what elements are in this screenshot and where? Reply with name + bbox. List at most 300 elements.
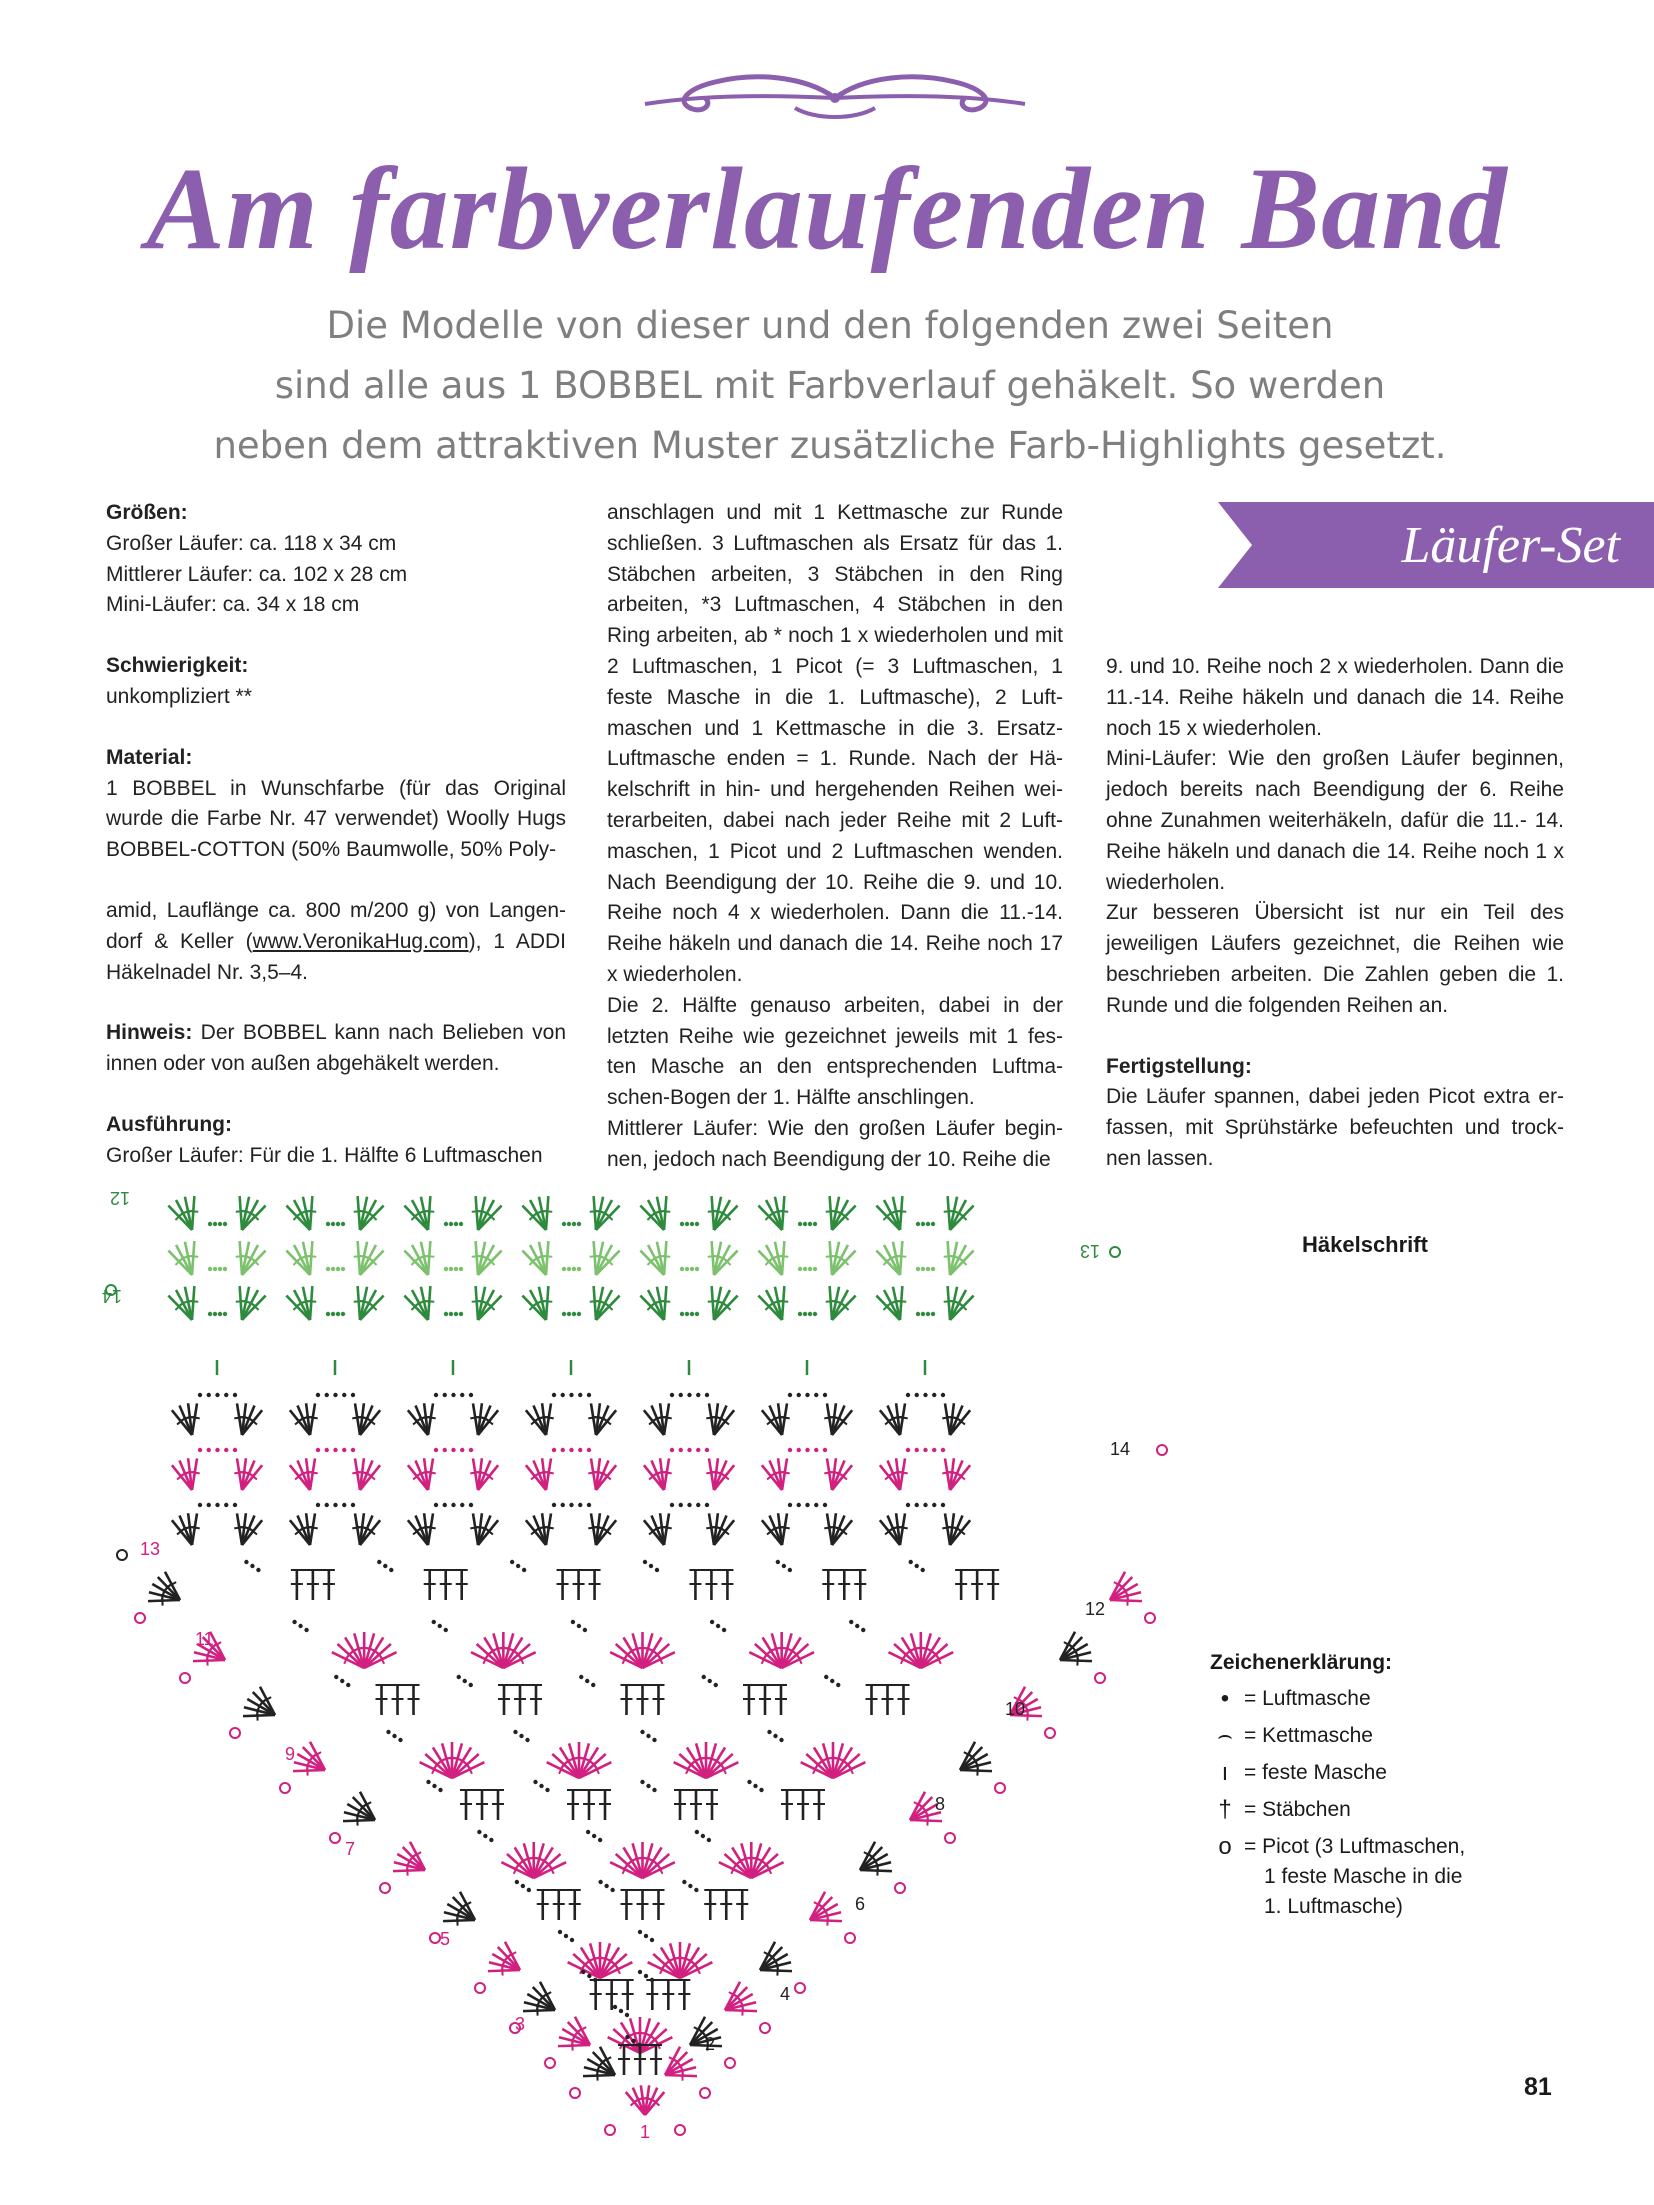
chain-stitch <box>798 1312 802 1316</box>
picot <box>945 1833 955 1843</box>
chain-stitch <box>316 1503 320 1507</box>
chain-stitch <box>610 1888 614 1892</box>
stitch-fan <box>286 1196 316 1230</box>
instructions-para: 9. und 10. Reihe noch 2 x wiederholen. Dann die 11.-14. Reihe häkeln und danach die 14. Reihe noch 15 x wiederholen. <box>1106 655 1564 740</box>
stitch-fan <box>501 1842 566 1878</box>
chain-stitch <box>701 1834 705 1838</box>
chain-stitch <box>316 1448 320 1452</box>
chain-stitch <box>341 1312 345 1316</box>
chain-stitch <box>198 1448 202 1452</box>
stitch-fan <box>749 1632 814 1668</box>
chain-stitch <box>921 1312 925 1316</box>
chain-stitch <box>579 1675 583 1679</box>
chain-stitch <box>808 1312 812 1316</box>
chain-stitch <box>292 1620 296 1624</box>
chain-stitch <box>915 1503 919 1507</box>
chain-stitch <box>469 1448 473 1452</box>
chain-stitch <box>759 1788 763 1792</box>
chain-stitch <box>457 1675 461 1679</box>
stitch-fan <box>640 1196 670 1230</box>
chain-stitch <box>638 1930 642 1934</box>
chain-stitch <box>679 1503 683 1507</box>
chain-stitch <box>454 1312 458 1316</box>
chain-stitch <box>244 1560 248 1564</box>
chain-stitch <box>690 1312 694 1316</box>
stitch-fan <box>826 1196 856 1230</box>
chain-stitch <box>460 1503 464 1507</box>
chain-stitch <box>325 1448 329 1452</box>
stitch-fan <box>644 1403 672 1435</box>
chain-stitch <box>695 1222 699 1226</box>
chain-stitch <box>773 1734 777 1738</box>
row-number: 13 <box>1079 1241 1100 1261</box>
chain-stitch <box>593 1978 597 1982</box>
chain-stitch <box>591 1683 595 1687</box>
chain-stitch <box>923 1448 927 1452</box>
chain-stitch <box>598 1838 602 1842</box>
picot <box>280 1783 290 1793</box>
stitch-fan <box>290 1403 318 1435</box>
chain-stitch <box>383 1564 387 1568</box>
edge-fan <box>293 1742 325 1776</box>
stitch-fan <box>758 1196 788 1230</box>
chain-stitch <box>803 1267 807 1271</box>
chain-stitch <box>690 1222 694 1226</box>
picot <box>605 2125 615 2135</box>
chain-stitch <box>923 1393 927 1397</box>
intro-line: Die Modelle von dieser und den folgenden zwei Seiten <box>326 304 1334 347</box>
row-number: 10 <box>1005 1699 1026 1719</box>
picot <box>475 1983 485 1993</box>
instructions-para: Mittlerer Läufer: Wie den großen Läufer begin-nen, jedoch nach Beendigung der 10. Reihe die <box>607 1116 1063 1171</box>
stitch-fan <box>172 1513 200 1545</box>
chain-stitch <box>586 1830 590 1834</box>
chain-stitch <box>233 1503 237 1507</box>
chain-stitch <box>583 1628 587 1632</box>
row-number: 3 <box>515 2014 526 2034</box>
stitch-fan <box>236 1286 266 1320</box>
picot <box>760 2023 770 2033</box>
stitch-fan <box>640 1241 670 1275</box>
instructions-heading: Ausführung: <box>106 1112 232 1136</box>
chain-stitch <box>921 1222 925 1226</box>
chain-stitch <box>483 1834 487 1838</box>
chain-stitch <box>336 1312 340 1316</box>
stitch-fan <box>354 1286 384 1320</box>
chain-stitch <box>326 1222 330 1226</box>
stitch-fan <box>404 1196 434 1230</box>
chain-stitch <box>640 1730 644 1734</box>
chain-stitch <box>813 1222 817 1226</box>
chain-stitch <box>432 1784 436 1788</box>
chain-stitch <box>931 1222 935 1226</box>
chain-stitch <box>577 1624 581 1628</box>
legend-item: o = Picot (3 Luftmaschen, 1 feste Masche in die 1. Luftmasche) <box>1210 1832 1465 1922</box>
row-number: 1 <box>640 2122 651 2142</box>
chain-stitch <box>325 1503 329 1507</box>
row-number: 13 <box>140 1539 161 1559</box>
chain-stitch <box>585 1679 589 1683</box>
chain-stitch <box>513 1730 517 1734</box>
stitch-fan <box>522 1286 552 1320</box>
legend-title: Zeichenerklärung: <box>1210 1651 1393 1674</box>
chain-stitch <box>932 1448 936 1452</box>
chain-stitch <box>564 1934 568 1938</box>
chain-stitch <box>803 1222 807 1226</box>
intro-text <box>140 296 1520 476</box>
chain-stitch <box>587 1448 591 1452</box>
chain-stitch <box>552 1393 556 1397</box>
instructions-text: Großer Läufer: Für die 1. Hälfte 6 Luftmaschen <box>106 1143 543 1167</box>
edge-fan <box>523 1982 555 2016</box>
chain-stitch <box>434 1503 438 1507</box>
chain-stitch <box>346 1683 350 1687</box>
chain-stitch <box>685 1267 689 1271</box>
finishing-heading: Fertigstellung: <box>1106 1054 1252 1078</box>
chain-stitch <box>578 1448 582 1452</box>
intro-line: neben dem attraktiven Muster zusätzliche Farb-Highlights gesetzt. <box>213 424 1447 467</box>
chain-stitch <box>577 1267 581 1271</box>
chain-stitch <box>233 1393 237 1397</box>
chain-stitch <box>215 1503 219 1507</box>
chain-stitch <box>561 1448 565 1452</box>
chain-stitch <box>443 1393 447 1397</box>
picot <box>895 1883 905 1893</box>
chain-stitch <box>578 1393 582 1397</box>
picot <box>545 2058 555 2068</box>
chain-stitch <box>454 1222 458 1226</box>
chain-stitch <box>336 1267 340 1271</box>
chain-stitch <box>836 1683 840 1687</box>
stitch-fan <box>408 1513 436 1545</box>
row-number: 8 <box>935 1794 946 1814</box>
chain-stitch <box>469 1393 473 1397</box>
chain-stitch <box>341 1222 345 1226</box>
stitch-fan <box>610 1842 675 1878</box>
chain-stitch <box>685 1222 689 1226</box>
chain-stitch <box>695 1312 699 1316</box>
picot <box>1095 1673 1105 1683</box>
stitch-fan <box>942 1513 970 1545</box>
stitch-fan <box>826 1241 856 1275</box>
chain-stitch <box>694 1888 698 1892</box>
chain-stitch <box>797 1448 801 1452</box>
chain-stitch <box>670 1503 674 1507</box>
chain-stitch <box>679 1448 683 1452</box>
chain-stitch <box>753 1784 757 1788</box>
chain-stitch <box>223 1222 227 1226</box>
double-crochet-icon: † <box>1218 1796 1232 1823</box>
groessen-heading: Größen: <box>106 501 188 524</box>
column-1 <box>106 498 566 1172</box>
chain-stitch <box>941 1448 945 1452</box>
chain-stitch <box>539 1784 543 1788</box>
chain-stitch <box>788 1503 792 1507</box>
chain-stitch <box>650 1938 654 1942</box>
chain-stitch <box>823 1503 827 1507</box>
edge-fan <box>393 1842 425 1876</box>
chain-stitch <box>233 1448 237 1452</box>
chain-stitch <box>392 1734 396 1738</box>
edge-fan <box>443 1892 475 1926</box>
stitch-fan <box>942 1458 970 1490</box>
chain-stitch <box>570 1938 574 1942</box>
stitch-fan <box>706 1513 734 1545</box>
stitch-fan <box>408 1458 436 1490</box>
chain-stitch <box>333 1393 337 1397</box>
chain-stitch <box>685 1312 689 1316</box>
chain-stitch <box>813 1267 817 1271</box>
row-number: 12 <box>1085 1599 1106 1619</box>
chain-stitch <box>926 1312 930 1316</box>
stitch-fan <box>526 1403 554 1435</box>
chain-stitch <box>782 1564 786 1568</box>
chain-stitch <box>680 1267 684 1271</box>
chain-stitch <box>389 1568 393 1572</box>
chain-stitch <box>250 1564 254 1568</box>
chain-stitch <box>855 1624 859 1628</box>
chain-stitch <box>434 1448 438 1452</box>
legend-item: • = Luftmasche <box>1210 1684 1465 1721</box>
stitch-fan <box>286 1241 316 1275</box>
chain-stitch <box>208 1222 212 1226</box>
stitch-fan <box>944 1196 974 1230</box>
stitch-fan <box>172 1403 200 1435</box>
chain-stitch <box>562 1222 566 1226</box>
chain-stitch <box>798 1222 802 1226</box>
chain-stitch <box>213 1312 217 1316</box>
website-link[interactable]: www.VeronikaHug.com <box>252 929 469 953</box>
chain-stitch-icon: • <box>1220 1685 1230 1712</box>
picot <box>180 1673 190 1683</box>
stitch-fan <box>168 1286 198 1320</box>
chain-stitch <box>640 1780 644 1784</box>
chain-stitch <box>926 1222 930 1226</box>
chain-stitch <box>213 1222 217 1226</box>
chain-stitch <box>572 1267 576 1271</box>
chain-stitch <box>572 1312 576 1316</box>
stitch-fan <box>408 1403 436 1435</box>
instructions-para: Die 2. Hälfte genauso arbeiten, dabei in der letzten Reihe wie gezeichnet jeweils mit 1 fes-ten Masche an den entsprechenden Luftma-schen-Bogen der 1. Hälfte anschlingen. <box>607 993 1063 1110</box>
chain-stitch <box>561 1393 565 1397</box>
chain-stitch <box>687 1393 691 1397</box>
chain-stitch <box>705 1503 709 1507</box>
chain-stitch <box>326 1267 330 1271</box>
stitch-fan <box>332 1632 397 1668</box>
chain-stitch <box>516 1564 520 1568</box>
edge-fan <box>558 2017 590 2051</box>
chain-stitch <box>788 1393 792 1397</box>
chain-stitch <box>451 1448 455 1452</box>
column-3 <box>1106 652 1564 1175</box>
picot <box>1145 1613 1155 1623</box>
stitch-fan <box>354 1241 384 1275</box>
chain-stitch <box>567 1312 571 1316</box>
chain-stitch <box>687 1448 691 1452</box>
stitch-fan <box>758 1286 788 1320</box>
slip-stitch-icon: ⌢ <box>1217 1722 1233 1749</box>
row-number: 14 <box>101 1286 122 1306</box>
chain-stitch <box>198 1393 202 1397</box>
chain-stitch <box>208 1267 212 1271</box>
finishing-text: Die Läufer spannen, dabei jeden Picot extra er-fassen, mit Sprühstärke befeuchten und trock-nen lassen. <box>1106 1085 1564 1170</box>
chain-stitch <box>571 1620 575 1624</box>
edge-fan <box>1060 1632 1092 1666</box>
chain-stitch <box>915 1393 919 1397</box>
chain-stitch <box>443 1448 447 1452</box>
row-number: 6 <box>855 1894 866 1914</box>
chain-stitch <box>702 1675 706 1679</box>
hint-text: Der BOBBEL kann nach Belieben von innen oder von außen abgehäkelt werden. <box>106 1021 566 1076</box>
chain-stitch <box>650 1978 654 1982</box>
chain-stitch <box>906 1503 910 1507</box>
chain-stitch <box>438 1788 442 1792</box>
chain-stitch <box>434 1393 438 1397</box>
chain-stitch <box>567 1267 571 1271</box>
chain-stitch <box>525 1738 529 1742</box>
stitch-fan <box>876 1286 906 1320</box>
crochet-chart <box>100 1170 1200 2142</box>
chain-stitch <box>695 1830 699 1834</box>
edge-fan <box>243 1687 275 1721</box>
chain-stitch <box>670 1448 674 1452</box>
chain-stitch <box>906 1448 910 1452</box>
stitch-fan <box>824 1458 852 1490</box>
chain-stitch <box>808 1267 812 1271</box>
chain-stitch <box>207 1393 211 1397</box>
chain-stitch <box>519 1734 523 1738</box>
chain-stitch <box>625 2035 629 2039</box>
stitch-fan <box>876 1241 906 1275</box>
chain-stitch <box>637 2043 641 2047</box>
chain-stitch <box>652 1788 656 1792</box>
picot <box>1157 1445 1167 1455</box>
chain-stitch <box>696 1393 700 1397</box>
chain-stitch <box>830 1679 834 1683</box>
picot <box>330 1833 340 1843</box>
chain-stitch <box>849 1620 853 1624</box>
chain-stitch <box>521 1884 525 1888</box>
row-number: 14 <box>1110 1439 1131 1459</box>
stitch-fan <box>944 1241 974 1275</box>
chain-stitch <box>224 1503 228 1507</box>
column-2 <box>607 498 1063 1176</box>
chain-stitch <box>569 1393 573 1397</box>
chain-stitch <box>604 1884 608 1888</box>
chain-stitch <box>710 1620 714 1624</box>
chain-stitch <box>443 1503 447 1507</box>
chain-stitch <box>909 1560 913 1564</box>
chain-stitch <box>613 2005 617 2009</box>
chain-stitch <box>707 1838 711 1842</box>
chain-stitch <box>649 1564 653 1568</box>
chain-stitch <box>779 1738 783 1742</box>
stitch-fan <box>826 1286 856 1320</box>
single-crochet-icon: ı <box>1221 1759 1229 1786</box>
chain-stitch <box>527 1888 531 1892</box>
stitch-fan <box>644 1458 672 1490</box>
stitch-fan <box>880 1513 908 1545</box>
stitch-fan <box>354 1196 384 1230</box>
chain-stitch <box>459 1312 463 1316</box>
stitch-fan <box>404 1241 434 1275</box>
stitch-fan <box>290 1458 318 1490</box>
chain-stitch <box>926 1267 930 1271</box>
instructions-para: Zur besseren Übersicht ist nur ein Teil des jeweiligen Läufers gezeichnet, die Reihen wie beschrieben arbeiten. Die Zahlen geben die 1. Runde und die folgenden Reihen an. <box>1106 901 1564 1017</box>
chain-stitch <box>788 1448 792 1452</box>
chain-stitch <box>444 1267 448 1271</box>
chain-stitch <box>342 1503 346 1507</box>
picot <box>725 2058 735 2068</box>
stitch-fan <box>470 1458 498 1490</box>
stitch-fan <box>172 1458 200 1490</box>
chain-stitch <box>776 1560 780 1564</box>
chain-stitch <box>577 1222 581 1226</box>
stitch-fan <box>880 1458 908 1490</box>
picot <box>570 2088 580 2098</box>
chain-stitch <box>331 1222 335 1226</box>
edge-fan <box>725 1982 757 2016</box>
chain-stitch <box>569 1503 573 1507</box>
chain-stitch <box>572 1222 576 1226</box>
stitch-fan <box>526 1458 554 1490</box>
chain-stitch <box>814 1448 818 1452</box>
row-number: 11 <box>195 1629 214 1649</box>
chain-stitch <box>444 1222 448 1226</box>
chain-stitch <box>463 1679 467 1683</box>
chain-stitch <box>643 1560 647 1564</box>
chain-stitch <box>915 1448 919 1452</box>
chain-stitch <box>298 1624 302 1628</box>
row-number: 9 <box>285 1744 296 1764</box>
chain-stitch <box>916 1222 920 1226</box>
size-large: Großer Läufer: ca. 118 x 34 cm <box>106 531 397 555</box>
edge-fan <box>860 1842 892 1876</box>
chain-stitch <box>805 1503 809 1507</box>
chain-stitch <box>545 1788 549 1792</box>
stitch-fan <box>706 1458 734 1490</box>
stitch-fan <box>708 1196 738 1230</box>
row-number: 2 <box>705 2034 716 2054</box>
material-heading: Material: <box>106 745 193 769</box>
chain-stitch <box>577 1312 581 1316</box>
stitch-fan <box>648 1942 713 1978</box>
picot <box>230 1728 240 1738</box>
stitch-fan <box>234 1403 262 1435</box>
chain-stitch <box>426 1780 430 1784</box>
material-text-3: ), 1 ADDI Häkelnadel Nr. 3,5–4. <box>106 929 566 984</box>
edge-fan <box>810 1892 842 1926</box>
chain-stitch <box>460 1393 464 1397</box>
chain-stitch <box>334 1675 338 1679</box>
chain-stitch <box>223 1267 227 1271</box>
chain-stitch <box>638 1970 642 1974</box>
edge-fan <box>960 1742 992 1776</box>
chain-stitch <box>351 1448 355 1452</box>
chain-stitch <box>705 1448 709 1452</box>
chain-stitch <box>562 1312 566 1316</box>
chain-stitch <box>941 1393 945 1397</box>
stitch-fan <box>640 1286 670 1320</box>
size-medium: Mittlerer Läufer: ca. 102 x 28 cm <box>106 562 408 586</box>
stitch-fan <box>526 1513 554 1545</box>
chain-stitch <box>449 1312 453 1316</box>
stitch-fan <box>880 1403 908 1435</box>
chain-stitch <box>797 1393 801 1397</box>
chain-stitch <box>224 1393 228 1397</box>
chain-stitch <box>432 1620 436 1624</box>
picot <box>1110 1247 1120 1257</box>
